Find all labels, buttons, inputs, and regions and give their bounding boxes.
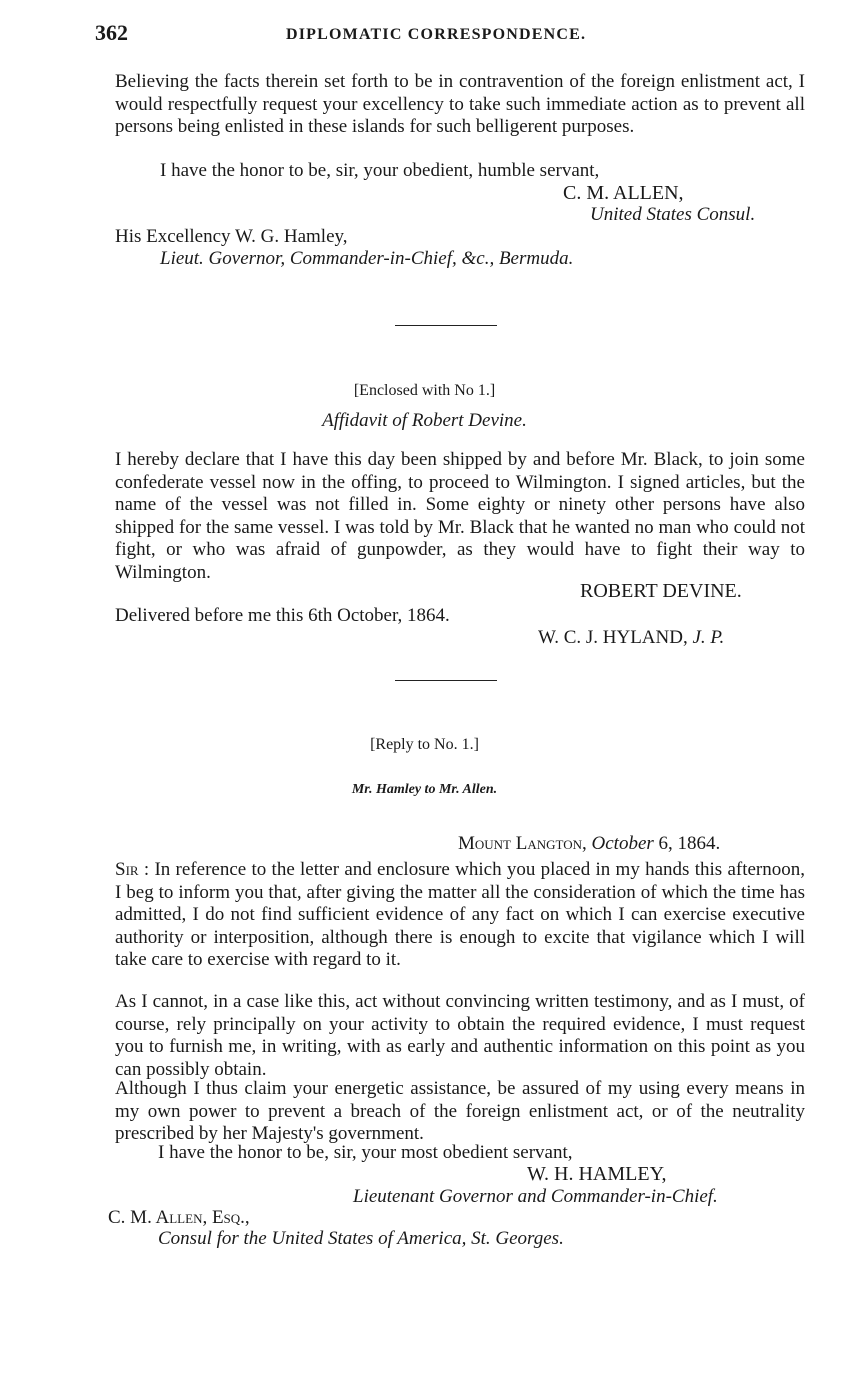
delivered-line: Delivered before me this 6th October, 1864. [115, 605, 450, 626]
reply-paragraph-2: As I cannot, in a case like this, act without convincing written testimony, and as I must, of course, rely principally on your activity to obtain the required evidence, I must request you to furnish me, in writing, with as early and authentic information on this point as you can possibly obtain. [115, 991, 805, 1080]
letter1-paragraph: Believing the facts therein set forth to be in contravention of the foreign enlistment act, I would respectfully request your excellency to take such immediate action as to prevent all persons being enlisted in these islands for such belligerent purposes. [115, 71, 805, 138]
affidavit-signature: ROBERT DEVINE. [580, 580, 742, 602]
letter1-addressee-title: Lieut. Governor, Commander-in-Chief, &c., Bermuda. [160, 248, 574, 269]
section-divider [395, 680, 497, 681]
page-number: 362 [95, 20, 128, 45]
reply-salutation: Sir : [115, 859, 150, 880]
enclosure-title: Affidavit of Robert Devine. [322, 410, 527, 431]
reply-date-month: October [591, 833, 654, 854]
reply-paragraph-3: Although I thus claim your energetic assistance, be assured of my using every means in my own power to prevent a breach of the foreign enlistment act, or of the neutrality prescribed by her Majesty's government. [115, 1078, 805, 1145]
letter1-closing: I have the honor to be, sir, your obedient, humble servant, [160, 160, 600, 181]
section-divider [395, 325, 497, 326]
reply-p1-text: In reference to the letter and enclosure which you placed in my hands this afternoon, I beg to inform you that, after giving the matter all the consideration of which the time has admitted, I do not find sufficient evidence of any fact on which I can exercise executive authority or interposition, although there is enough to excite that vigilance which I will take care to exercise with regard to it. [115, 859, 806, 971]
affidavit-paragraph: I hereby declare that I have this day been shipped by and before Mr. Black, to join some confederate vessel now in the offing, to proceed to Wilmington. I signed articles, but the name of the vessel was not filled in. Some eighty or ninety other persons have also shipped for the same vessel. I was told by Mr. Black that he wanted no man who could not fight, or who was afraid of gunpowder, as they would have to fight their way to Wilmington. [115, 449, 805, 583]
reply-signature: W. H. HAMLEY, [527, 1163, 667, 1185]
reply-date-rest: 6, 1864. [658, 833, 721, 854]
reply-closing: I have the honor to be, sir, your most obedient servant, [158, 1142, 573, 1163]
reply-place: Mount Langton, [458, 833, 587, 854]
witness-title: J. P. [692, 627, 725, 648]
reply-addressee-title: Consul for the United States of America, St. Georges. [158, 1228, 564, 1249]
running-title: DIPLOMATIC CORRESPONDENCE. [286, 26, 587, 43]
letter1-signature: C. M. ALLEN, [563, 182, 684, 204]
reply-signature-title: Lieutenant Governor and Commander-in-Chief. [353, 1186, 718, 1207]
reply-dateline [458, 833, 720, 855]
reply-heading: [Reply to No. 1.] [370, 736, 479, 753]
reply-addressee [108, 1207, 250, 1229]
witness-name: W. C. J. HYLAND, [538, 627, 688, 648]
reply-paragraph-1 [115, 859, 805, 972]
letter1-addressee [115, 226, 348, 248]
enclosure-heading: [Enclosed with No 1.] [353, 382, 496, 399]
letter1-signature-title: United States Consul. [590, 204, 756, 225]
reply-title: Mr. Hamley to Mr. Allen. [351, 782, 498, 797]
letter1-addressee-text: His Excellency W. G. Hamley, [115, 226, 348, 247]
reply-addressee-text: C. M. Allen, Esq., [108, 1207, 250, 1228]
witness-line [538, 627, 724, 649]
